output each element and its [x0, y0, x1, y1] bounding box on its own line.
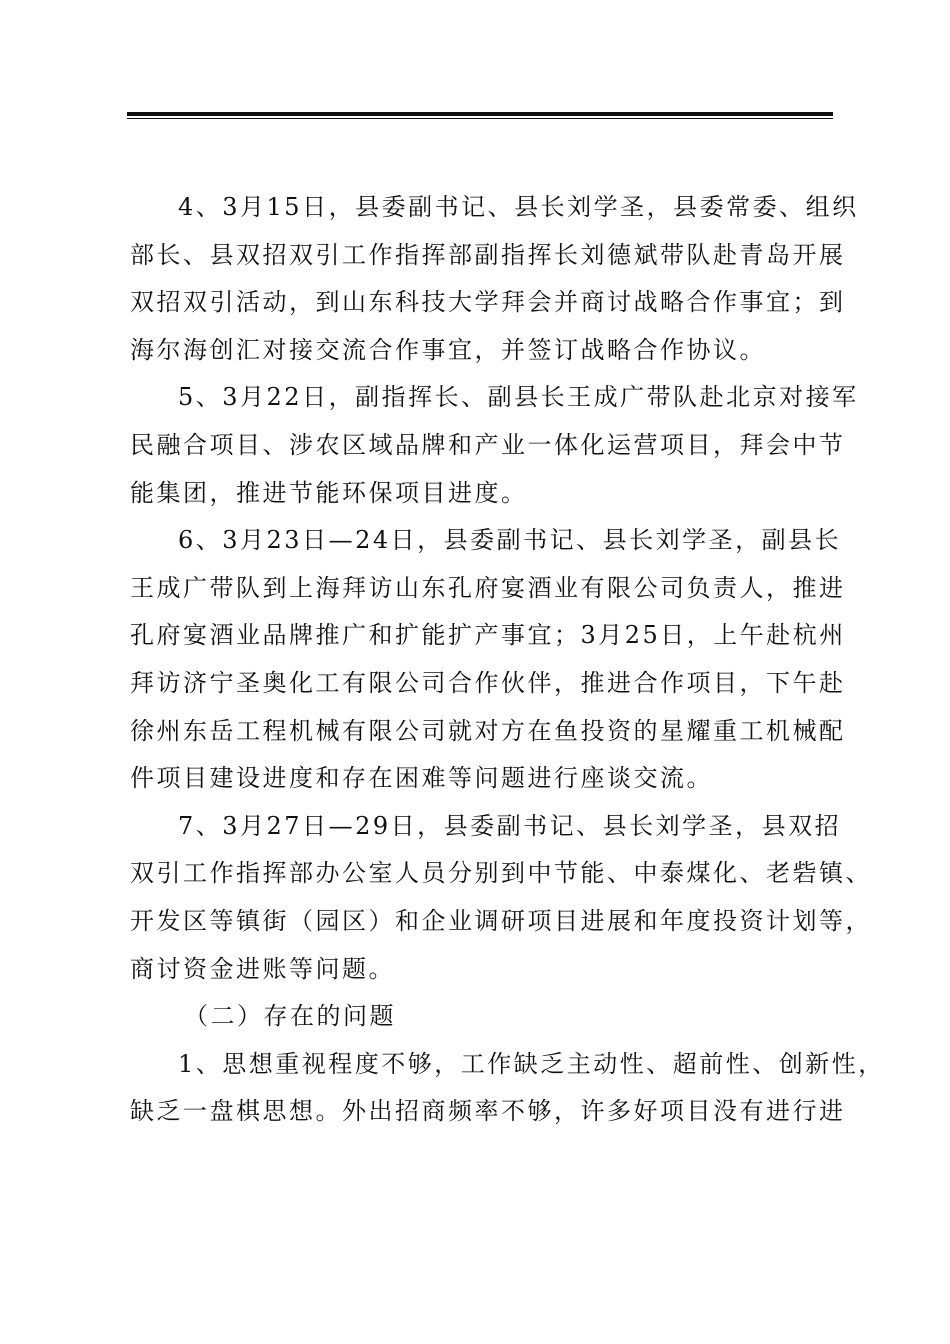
text-line: 民融合项目、涉农区域品牌和产业一体化运营项目，拜会中节: [130, 430, 846, 459]
text-line: 能集团，推进节能环保项目进度。: [130, 478, 528, 507]
text-line: 6、3月23日—24日，县委副书记、县长刘学圣，副县长: [178, 526, 842, 555]
document-body: [130, 184, 885, 1136]
header-double-rule: [127, 112, 833, 119]
text-line: 海尔海创汇对接交流合作事宜，并签订战略合作协议。: [130, 335, 766, 364]
text-line: 4、3月15日，县委副书记、县长刘学圣，县委常委、组织: [178, 193, 859, 221]
text-line: 王成广带队到上海拜访山东孔府宴酒业有限公司负责人，推进: [130, 573, 846, 602]
text-line: 5、3月22日，副指挥长、副县长王成广带队赴北京对接军: [178, 383, 859, 412]
section-heading: （二）存在的问题: [184, 1002, 396, 1031]
text-line: 开发区等镇街（园区）和企业调研项目进展和年度投资计划等，: [130, 906, 872, 935]
header-rule-thin: [127, 118, 833, 119]
header-rule-thick: [127, 112, 833, 116]
text-line: 件项目建设进度和存在困难等问题进行座谈交流。: [130, 764, 713, 793]
text-line: 7、3月27日—29日，县委副书记、县长刘学圣，县双招: [178, 811, 842, 840]
text-line: 缺乏一盘棋思想。外出招商频率不够，许多好项目没有进行进: [130, 1097, 846, 1126]
text-line: 部长、县双招双引工作指挥部副指挥长刘德斌带队赴青岛开展: [130, 240, 846, 269]
text-line: 孔府宴酒业品牌推广和扩能扩产事宜；3月25日，上午赴杭州: [130, 621, 846, 650]
text-line: 徐州东岳工程机械有限公司就对方在鱼投资的星耀重工机械配: [130, 716, 846, 745]
text-line: 拜访济宁圣奥化工有限公司合作伙伴，推进合作项目，下午赴: [130, 668, 846, 697]
text-line: 双引工作指挥部办公室人员分别到中节能、中泰煤化、老砦镇、: [130, 859, 872, 888]
text-line: 商讨资金进账等问题。: [130, 954, 395, 983]
text-line: 1、思想重视程度不够，工作缺乏主动性、超前性、创新性，: [178, 1049, 885, 1078]
text-line: 双招双引活动，到山东科技大学拜会并商讨战略合作事宜；到: [130, 288, 846, 317]
